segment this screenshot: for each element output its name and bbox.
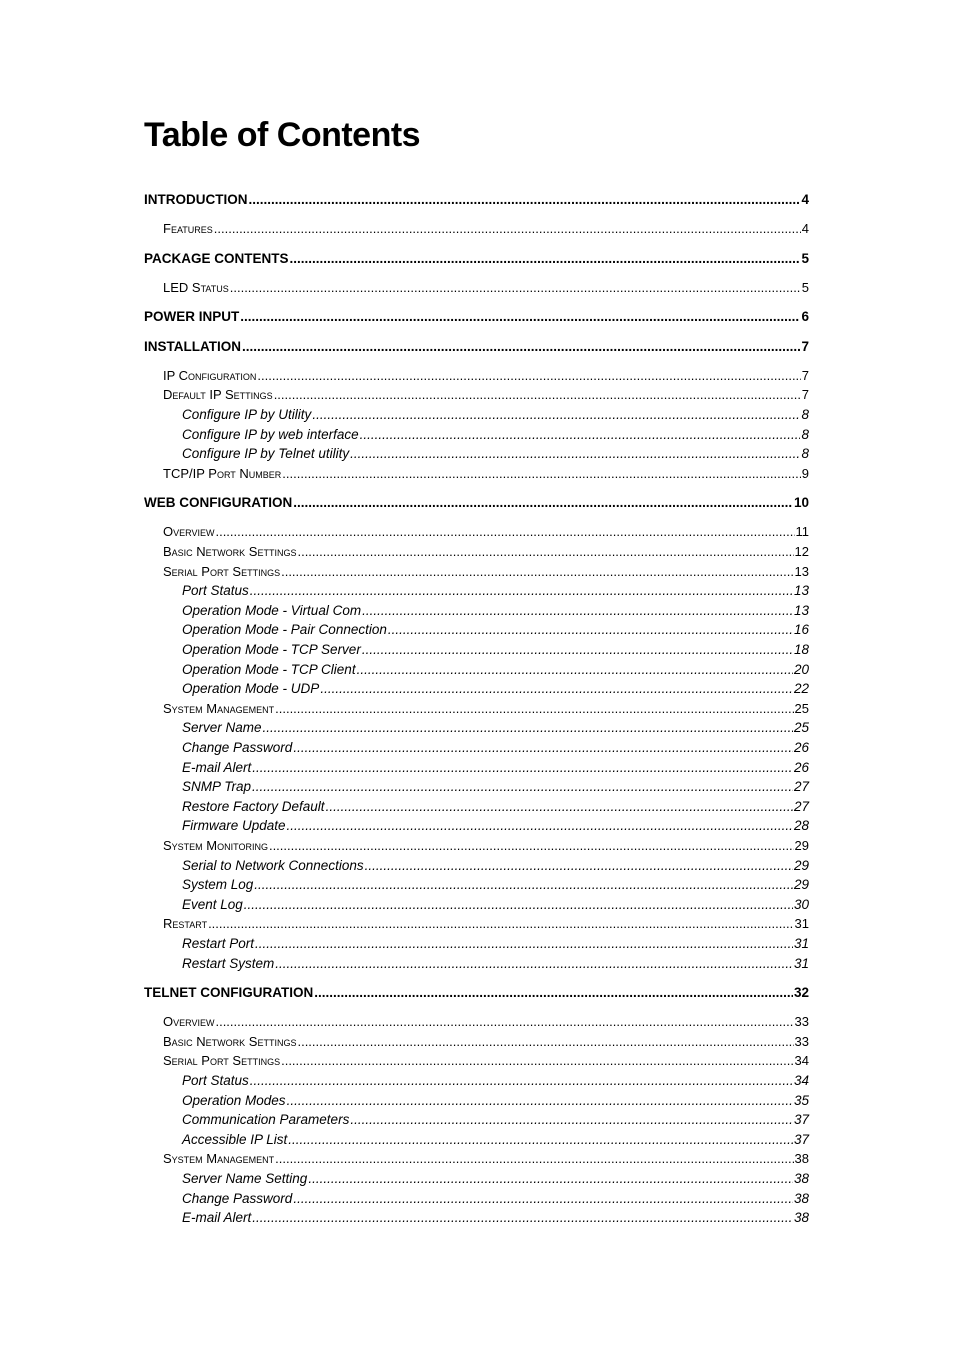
toc-entry[interactable] xyxy=(182,405,809,425)
toc-entry-label: Event Log xyxy=(182,896,243,912)
toc-dot-leader xyxy=(288,1130,793,1150)
toc-dot-leader xyxy=(275,954,793,974)
toc-dot-leader xyxy=(240,307,800,327)
toc-dot-leader xyxy=(275,699,793,719)
toc-entry-label: Overview xyxy=(163,1014,215,1030)
toc-entry-label: Operation Mode - TCP Server xyxy=(182,642,361,657)
toc-entry-label: INTRODUCTION xyxy=(144,192,248,207)
toc-entry-page: 34 xyxy=(794,1053,809,1069)
toc-entry-label: System Monitoring xyxy=(163,838,268,853)
toc-dot-leader xyxy=(293,738,793,758)
toc-entry-label: Restart System xyxy=(182,955,275,971)
toc-dot-leader xyxy=(314,983,793,1003)
toc-entry[interactable] xyxy=(182,444,809,464)
toc-entry-page: 4 xyxy=(801,221,809,237)
toc-dot-leader xyxy=(287,1091,793,1111)
toc-entry[interactable] xyxy=(182,601,809,621)
toc-entry-label: Configure IP by Utility xyxy=(182,407,312,422)
toc-entry-page: 4 xyxy=(801,192,809,207)
toc-entry[interactable] xyxy=(163,278,809,298)
toc-entry[interactable] xyxy=(182,954,809,974)
toc-entry-page: 11 xyxy=(795,524,809,540)
toc-dot-leader xyxy=(365,856,793,876)
toc-entry[interactable] xyxy=(144,983,809,1003)
toc-entry[interactable] xyxy=(163,1051,809,1071)
toc-dot-leader xyxy=(274,385,801,405)
toc-entry[interactable] xyxy=(163,1032,809,1052)
toc-entry-label: System Management xyxy=(163,700,275,716)
toc-entry[interactable] xyxy=(182,797,809,817)
toc-entry-label: Basic Network Settings xyxy=(163,1033,297,1049)
toc-entry[interactable] xyxy=(182,425,809,445)
toc-entry-page: 13 xyxy=(793,602,809,618)
toc-entry[interactable] xyxy=(182,895,809,915)
toc-entry-label: Serial Port Settings xyxy=(163,563,281,579)
toc-dot-leader xyxy=(290,249,801,269)
toc-entry-page: 33 xyxy=(794,1033,809,1049)
toc-entry-label: IP Configuration xyxy=(163,367,257,383)
toc-entry-label: Restart Port xyxy=(182,936,255,951)
toc-entry[interactable] xyxy=(182,640,809,660)
toc-entry-page: 5 xyxy=(801,279,809,295)
toc-entry[interactable] xyxy=(163,1149,809,1169)
toc-entry[interactable] xyxy=(163,522,809,542)
toc-entry-label: Accessible IP List xyxy=(182,1131,288,1147)
toc-entry-label: Overview xyxy=(163,524,215,540)
toc-entry[interactable] xyxy=(163,366,809,386)
toc-dot-leader xyxy=(388,620,793,640)
toc-entry-page: 35 xyxy=(793,1092,809,1108)
toc-entry-label: PACKAGE CONTENTS xyxy=(144,250,289,266)
toc-entry[interactable] xyxy=(163,699,809,719)
toc-entry-label: POWER INPUT xyxy=(144,309,240,325)
toc-entry-page: 10 xyxy=(793,495,809,511)
toc-entry-page: 31 xyxy=(794,916,809,932)
toc-entry[interactable] xyxy=(163,464,809,484)
toc-entry-page: 38 xyxy=(793,1171,809,1186)
toc-dot-leader xyxy=(257,366,800,386)
toc-entry[interactable] xyxy=(182,620,809,640)
toc-dot-leader xyxy=(252,758,793,778)
toc-entry[interactable] xyxy=(182,581,809,601)
toc-entry-label: WEB CONFIGURATION xyxy=(144,495,293,511)
toc-dot-leader xyxy=(326,797,793,817)
toc-entry[interactable] xyxy=(144,337,809,357)
toc-entry-label: Default IP Settings xyxy=(163,387,273,403)
toc-dot-leader xyxy=(255,934,793,954)
toc-entry-page: 26 xyxy=(793,759,809,775)
toc-entry[interactable] xyxy=(182,718,809,738)
toc-entry[interactable] xyxy=(182,1071,809,1091)
toc-entry-page: 37 xyxy=(793,1131,809,1147)
toc-dot-leader xyxy=(254,875,793,895)
toc-entry-page: 16 xyxy=(793,622,809,638)
toc-entry[interactable] xyxy=(182,777,809,797)
toc-entry[interactable] xyxy=(182,758,809,778)
toc-dot-leader xyxy=(244,895,793,915)
toc-entry-page: 38 xyxy=(793,1210,809,1226)
toc-dot-leader xyxy=(293,493,793,513)
toc-entry-page: 26 xyxy=(793,740,809,755)
toc-entry-page: 8 xyxy=(801,407,809,422)
toc-dot-leader xyxy=(357,660,793,680)
toc-entry[interactable] xyxy=(182,934,809,954)
toc-entry-label: SNMP Trap xyxy=(182,779,252,795)
toc-entry-label: System Management xyxy=(163,1151,275,1167)
toc-entry-page: 27 xyxy=(793,779,809,795)
toc-entry[interactable] xyxy=(182,816,809,836)
toc-entry-label: INSTALLATION xyxy=(144,338,241,354)
toc-entry-label: Configure IP by Telnet utility xyxy=(182,446,350,462)
toc-entry-label: Operation Mode - Virtual Com xyxy=(182,602,362,618)
toc-dot-leader xyxy=(252,777,793,797)
toc-entry[interactable] xyxy=(182,660,809,680)
toc-dot-leader xyxy=(297,1032,793,1052)
toc-dot-leader xyxy=(252,1208,793,1228)
toc-entry-label: Features xyxy=(163,221,213,237)
toc-entry-label: Serial to Network Connections xyxy=(182,857,364,873)
toc-entry[interactable] xyxy=(144,249,809,269)
toc-entry[interactable] xyxy=(163,562,809,582)
toc-entry-page: 30 xyxy=(793,896,809,912)
toc-dot-leader xyxy=(350,444,800,464)
toc-entry-page: 34 xyxy=(793,1073,809,1088)
toc-entry-page: 6 xyxy=(801,309,809,325)
toc-entry-page: 22 xyxy=(793,681,809,697)
toc-entry-label: Serial Port Settings xyxy=(163,1053,281,1069)
toc-dot-leader xyxy=(215,522,794,542)
toc-entry[interactable] xyxy=(144,190,809,210)
toc-dot-leader xyxy=(350,1110,793,1130)
toc-entry[interactable] xyxy=(163,836,809,856)
toc-entry-page: 29 xyxy=(793,877,809,893)
toc-dot-leader xyxy=(320,679,793,699)
toc-entry-label: Communication Parameters xyxy=(182,1112,350,1128)
toc-entry-label: Server Name xyxy=(182,720,262,736)
toc-dot-leader xyxy=(281,562,793,582)
toc-entry-page: 37 xyxy=(793,1112,809,1128)
toc-dot-leader xyxy=(362,601,793,621)
toc-entry-label: E-mail Alert xyxy=(182,1210,252,1226)
toc-entry-page: 38 xyxy=(793,1190,809,1206)
toc-entry-page: 13 xyxy=(794,563,809,579)
toc-dot-leader xyxy=(297,542,793,562)
toc-entry-label: Operation Mode - TCP Client xyxy=(182,661,356,677)
toc-entry[interactable] xyxy=(182,1208,809,1228)
toc-dot-leader xyxy=(250,1071,793,1091)
toc-dot-leader xyxy=(230,278,801,298)
toc-entry[interactable] xyxy=(163,914,809,934)
toc-dot-leader xyxy=(308,1169,793,1189)
toc-entry-page: 28 xyxy=(793,818,809,834)
toc-entry-label: Operation Mode - Pair Connection xyxy=(182,622,387,638)
toc-entry-page: 33 xyxy=(794,1014,809,1030)
toc-entry[interactable] xyxy=(182,1110,809,1130)
toc-entry-label: Port Status xyxy=(182,583,249,599)
toc-entry-page: 31 xyxy=(793,936,809,951)
toc-entry-label: TCP/IP Port Number xyxy=(163,465,282,481)
toc-entry-label: Restore Factory Default xyxy=(182,798,325,814)
toc-entry-page: 8 xyxy=(801,446,809,462)
toc-entry-page: 32 xyxy=(793,984,809,1000)
toc-entry-page: 27 xyxy=(793,798,809,814)
toc-entry-page: 20 xyxy=(793,661,809,677)
toc-entry-label: System Log xyxy=(182,877,254,893)
toc-entry[interactable] xyxy=(182,1189,809,1209)
toc-entry-label: Restart xyxy=(163,916,208,932)
toc-entry-page: 9 xyxy=(801,465,809,481)
toc-entry[interactable] xyxy=(182,1091,809,1111)
toc-entry-page: 8 xyxy=(801,426,809,442)
toc-entry[interactable] xyxy=(163,1012,809,1032)
page-title: Table of Contents xyxy=(144,116,421,154)
toc-dot-leader xyxy=(269,836,794,856)
toc-dot-leader xyxy=(287,816,793,836)
toc-entry-label: Configure IP by web interface xyxy=(182,426,359,442)
toc-entry-label: TELNET CONFIGURATION xyxy=(144,984,314,1000)
toc-entry[interactable] xyxy=(182,1130,809,1150)
toc-entry-page: 29 xyxy=(793,857,809,873)
toc-entry[interactable] xyxy=(182,1169,809,1189)
toc-entry-page: 13 xyxy=(793,583,809,599)
toc-entry-label: Basic Network Settings xyxy=(163,544,297,559)
toc-dot-leader xyxy=(293,1189,793,1209)
toc-entry[interactable] xyxy=(144,307,809,327)
toc-dot-leader xyxy=(281,1051,793,1071)
toc-entry-page: 25 xyxy=(793,720,809,736)
toc-dot-leader xyxy=(208,914,793,934)
toc-entry-label: E-mail Alert xyxy=(182,759,252,775)
toc-dot-leader xyxy=(275,1149,793,1169)
toc-dot-leader xyxy=(214,219,801,239)
toc-entry-page: 18 xyxy=(793,642,809,657)
toc-entry-page: 12 xyxy=(794,544,809,559)
toc-entry-label: Port Status xyxy=(182,1073,249,1088)
toc-entry-page: 31 xyxy=(793,955,809,971)
toc-entry-label: Change Password xyxy=(182,1190,293,1206)
toc-dot-leader xyxy=(282,464,800,484)
toc-entry[interactable] xyxy=(163,385,809,405)
toc-dot-leader xyxy=(215,1012,793,1032)
toc-entry-label: Firmware Update xyxy=(182,818,286,834)
toc-entry[interactable] xyxy=(182,856,809,876)
toc-entry[interactable] xyxy=(182,875,809,895)
toc-dot-leader xyxy=(249,190,801,210)
toc-entry[interactable] xyxy=(182,679,809,699)
toc-entry-label: Server Name Setting xyxy=(182,1171,308,1186)
toc-dot-leader xyxy=(360,425,801,445)
toc-dot-leader xyxy=(263,718,793,738)
toc-entry-page: 25 xyxy=(794,700,809,716)
toc-dot-leader xyxy=(312,405,800,425)
toc-entry-page: 7 xyxy=(801,367,809,383)
toc-dot-leader xyxy=(362,640,793,660)
toc-entry-page: 29 xyxy=(794,838,809,853)
toc-entry-label: LED Status xyxy=(163,279,229,295)
toc-dot-leader xyxy=(250,581,793,601)
toc-entry-label: Change Password xyxy=(182,740,293,755)
toc-entry[interactable] xyxy=(182,738,809,758)
toc-entry-page: 7 xyxy=(801,387,809,403)
toc-entry[interactable] xyxy=(144,493,809,513)
toc-entry-page: 5 xyxy=(801,250,809,266)
toc-entry-page: 38 xyxy=(794,1151,809,1167)
toc-entry-page: 7 xyxy=(801,338,809,354)
toc-dot-leader xyxy=(242,337,800,357)
toc-entry-label: Operation Modes xyxy=(182,1092,286,1108)
toc-entry-label: Operation Mode - UDP xyxy=(182,681,320,697)
toc-entry[interactable] xyxy=(163,219,809,239)
toc-entry[interactable] xyxy=(163,542,809,562)
